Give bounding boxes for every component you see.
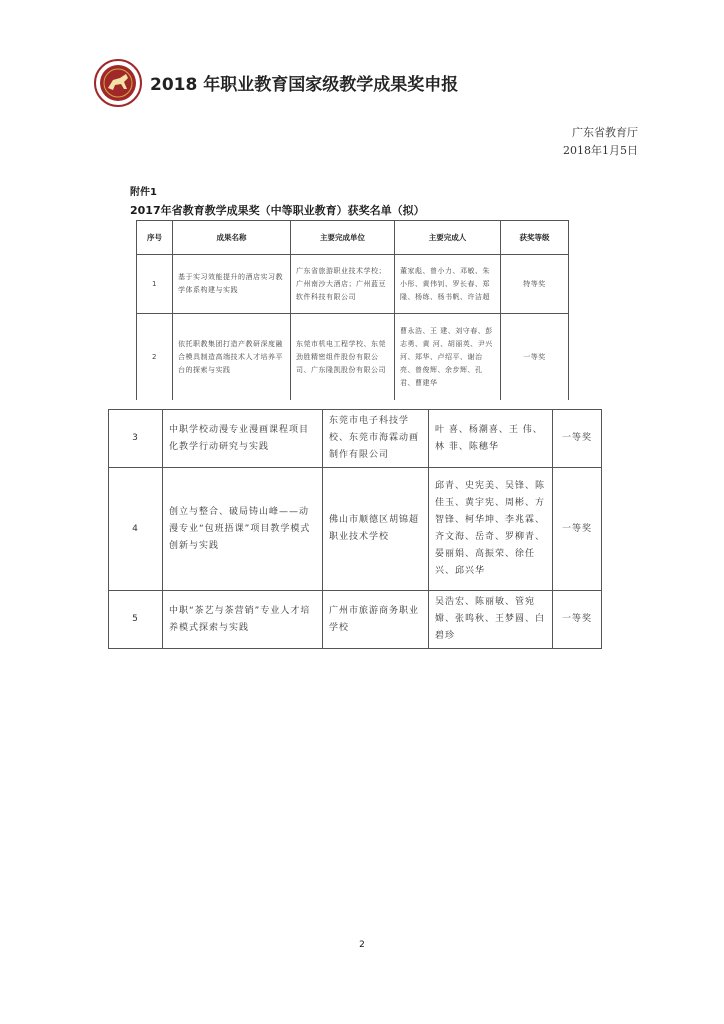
cell-people: 董家彪、曾小力、邓敏、朱小彤、黄伟钊、罗长春、郑 隆、杨练、杨书帆、许洁超 bbox=[395, 255, 501, 314]
page-number: 2 bbox=[359, 940, 365, 950]
table-row bbox=[137, 314, 569, 401]
cell-unit: 东莞市电子科技学校、东莞市海霖动画制作有限公司 bbox=[323, 410, 429, 468]
cell-no: 1 bbox=[137, 255, 173, 314]
table-row bbox=[109, 410, 602, 468]
header-people: 主要完成人 bbox=[395, 221, 501, 255]
cell-people: 曹永浩、王 建、刘守春、彭志勇、黄 河、胡丽英、尹兴河、郑华、卢绍平、谢治亮、曾俊辉、余步辉、孔 君、曹建华 bbox=[395, 314, 501, 401]
cell-people: 叶 喜、杨潮喜、王 伟、林 菲、陈穗华 bbox=[429, 410, 553, 468]
cell-level: 一等奖 bbox=[553, 591, 602, 649]
cell-level: 一等奖 bbox=[553, 468, 602, 591]
cell-name: 中职学校动漫专业漫画课程项目化教学行动研究与实践 bbox=[163, 410, 323, 468]
cell-no: 5 bbox=[109, 591, 163, 649]
issuer: 广东省教育厅 bbox=[572, 126, 638, 139]
cell-no: 4 bbox=[109, 468, 163, 591]
award-table-part1 bbox=[136, 220, 569, 400]
table-row bbox=[109, 591, 602, 649]
header-unit: 主要完成单位 bbox=[291, 221, 395, 255]
cell-unit: 东莞市机电工程学校、东莞劲胜精密组件股份有限公司、广东隆凯股份有限公司 bbox=[291, 314, 395, 401]
cell-name: 基于实习效能提升的酒店实习教学体系构建与实践 bbox=[173, 255, 291, 314]
header-name: 成果名称 bbox=[173, 221, 291, 255]
cell-people: 邱青、史宪美、吴锋、陈佳玉、黄宇宪、周彬、方智锋、柯华坤、李兆霖、齐文海、岳奇、罗柳青、晏丽娟、高振荣、徐任兴、邱兴华 bbox=[429, 468, 553, 591]
cell-no: 2 bbox=[137, 314, 173, 401]
cell-level: 特等奖 bbox=[501, 255, 569, 314]
cell-unit: 广州市旅游商务职业学校 bbox=[323, 591, 429, 649]
cell-unit: 佛山市顺德区胡锦超职业技术学校 bbox=[323, 468, 429, 591]
list-title: 2017年省教育教学成果奖（中等职业教育）获奖名单（拟） bbox=[130, 204, 425, 217]
cell-unit: 广东省旅游职业技术学校；广州南沙大酒店；广州蓝豆软件科技有限公司 bbox=[291, 255, 395, 314]
table-row bbox=[109, 468, 602, 591]
cell-no: 3 bbox=[109, 410, 163, 468]
header-level: 获奖等级 bbox=[501, 221, 569, 255]
school-emblem-icon bbox=[93, 58, 143, 108]
table-row bbox=[137, 255, 569, 314]
cell-name: 中职“茶艺与茶营销”专业人才培养模式探索与实践 bbox=[163, 591, 323, 649]
cell-people: 吴浩宏、陈丽敏、管宛嫦、张鸣秋、王梦圆、白碧珍 bbox=[429, 591, 553, 649]
header-title: 2018 年职业教育国家级教学成果奖申报 bbox=[150, 75, 459, 95]
cell-level: 一等奖 bbox=[553, 410, 602, 468]
cell-name: 依托职教集团打造产教研深度融合模具制造高端技术人才培养平台的探索与实践 bbox=[173, 314, 291, 401]
attachment-label: 附件1 bbox=[130, 187, 157, 198]
cell-name: 创立与整合、破局铸山峰——动漫专业“包班捂课”项目教学模式创新与实践 bbox=[163, 468, 323, 591]
issue-date: 2018年1月5日 bbox=[563, 144, 638, 157]
cell-level: 一等奖 bbox=[501, 314, 569, 401]
header-no: 序号 bbox=[137, 221, 173, 255]
award-table-part2 bbox=[108, 409, 602, 649]
table-header-row bbox=[137, 221, 569, 255]
